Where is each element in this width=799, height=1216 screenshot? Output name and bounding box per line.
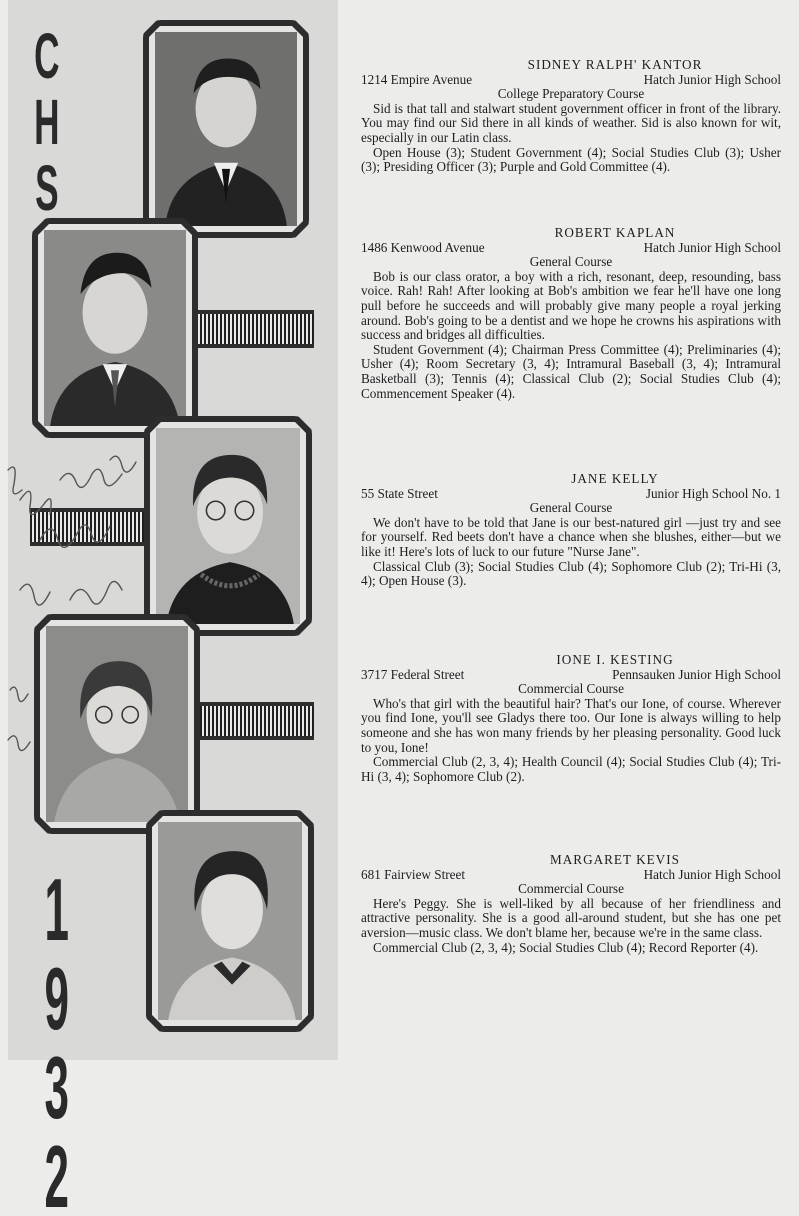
student-description: Bob is our class orator, a boy with a rich, resonant, deep, resounding, bass voice. Rah! Rah! After looking at Bob's ambition we fear he'll have one long pull before he succeeds and will probably give many people a royal jerking around. Bob's going to be a dentist and we hope he crowns his aspirations with success and bridges all difficulties. bbox=[361, 268, 781, 343]
student-activities: Commercial Club (2, 3, 4); Social Studies Club (4); Record Reporter (4). bbox=[373, 939, 759, 955]
student-junior-high: Pennsauken Junior High School bbox=[612, 666, 781, 682]
student-junior-high: Hatch Junior High School bbox=[643, 239, 781, 255]
student-activities: Open House (3); Student Government (4); Social Studies Club (3); Usher (3); Presiding Officer (3); Purple and Gold Committee (4). bbox=[361, 144, 781, 175]
student-course: College Preparatory Course bbox=[497, 86, 645, 102]
portrait-frame-kaplan bbox=[32, 218, 198, 438]
student-address: 1486 Kenwood Avenue bbox=[361, 239, 485, 255]
student-name: IONE I. KESTING bbox=[556, 652, 674, 667]
student-address: 3717 Federal Street bbox=[361, 666, 465, 682]
student-entry-kaplan bbox=[361, 226, 781, 401]
student-name: ROBERT KAPLAN bbox=[554, 225, 676, 240]
portrait-frame-kelly bbox=[144, 416, 312, 636]
student-entry-kesting bbox=[361, 653, 781, 784]
student-course: Commercial Course bbox=[518, 881, 624, 897]
student-activities: Commercial Club (2, 3, 4); Health Council (4); Social Studies Club (4); Tri-Hi (3, 4); Sophomore Club (2). bbox=[361, 754, 781, 784]
portrait-photo-kantor bbox=[155, 32, 297, 226]
student-junior-high: Junior High School No. 1 bbox=[645, 485, 781, 501]
student-name: SIDNEY RALPH' KANTOR bbox=[527, 57, 703, 72]
portrait-photo-kesting bbox=[46, 626, 188, 822]
chs-lettering bbox=[27, 20, 67, 218]
student-activities: Classical Club (3); Social Studies Club (4); Sophomore Club (2); Tri-Hi (3, 4); Open House (3). bbox=[361, 558, 781, 589]
year-lettering-text: 1932 bbox=[32, 860, 82, 1216]
chs-lettering-text: CHS bbox=[27, 20, 67, 218]
student-description: We don't have to be told that Jane is our best-natured girl —just try and see for yourself. Red beets don't have a chance when she blushes, either—but we like it! Here's lots of luck to our future "Nurse Jane". bbox=[361, 514, 781, 559]
student-junior-high: Hatch Junior High School bbox=[643, 866, 781, 882]
student-address: 55 State Street bbox=[361, 485, 438, 501]
student-entry-kelly bbox=[361, 472, 781, 589]
student-course: General Course bbox=[529, 500, 613, 516]
student-activities: Student Government (4); Chairman Press Committee (4); Preliminaries (4); Usher (4); Room Secretary (3, 4); Intramural Baseball (3, 4); Intramural Basketball (3); Tennis (4); Classical Club (2); Social Studies Club (4); Commencement Speaker (4). bbox=[361, 341, 781, 401]
student-entry-kevis bbox=[361, 853, 781, 955]
portrait-photo-kelly bbox=[156, 428, 300, 624]
student-address: 1214 Empire Avenue bbox=[361, 71, 473, 87]
student-course: General Course bbox=[529, 254, 613, 270]
portrait-frame-kantor bbox=[143, 20, 309, 238]
student-entry-kantor bbox=[361, 58, 781, 175]
student-course: Commercial Course bbox=[518, 681, 624, 697]
student-name: MARGARET KEVIS bbox=[550, 852, 680, 867]
student-junior-high: Hatch Junior High School bbox=[643, 71, 781, 87]
student-description: Here's Peggy. She is well-liked by all because of her friendliness and attractive personality. She is a good all-around student, but she has one pet aversion—music class. We don't blame her, because we're in the same class. bbox=[361, 895, 781, 940]
connector-bar bbox=[196, 702, 314, 740]
portrait-photo-kevis bbox=[158, 822, 302, 1020]
portrait-frame-kesting bbox=[34, 614, 200, 834]
portrait-photo-kaplan bbox=[44, 230, 186, 426]
portrait-frame-kevis bbox=[146, 810, 314, 1032]
student-description: Who's that girl with the beautiful hair? That's our Ione, of course. Wherever you find Ione, you'll see Gladys there too. Our Ione is always willing to help someone and she has won many friends by her pleasing personality. Good luck to you, Ione! bbox=[361, 695, 781, 755]
student-description: Sid is that tall and stalwart student government officer in front of the library. You may find our Sid there in all kinds of weather. Sid is also known for wit, especially in our Latin class. bbox=[361, 100, 781, 145]
year-lettering bbox=[32, 860, 82, 1216]
student-address: 681 Fairview Street bbox=[361, 866, 466, 882]
connector-bar bbox=[196, 310, 314, 348]
student-name: JANE KELLY bbox=[571, 471, 659, 486]
